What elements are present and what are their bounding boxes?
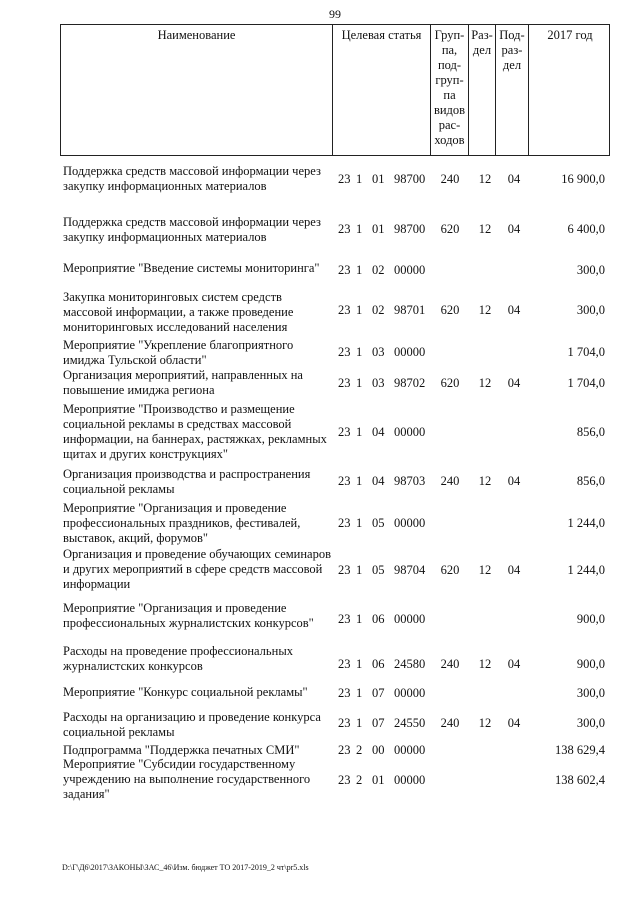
row-section: 12 [478, 657, 492, 671]
code-part-c2: 1 [356, 716, 363, 730]
header-subsection: Под- раз- дел [496, 25, 529, 155]
code-part-c3: 02 [372, 303, 385, 317]
code-part-c3: 07 [372, 716, 385, 730]
code-part-c4: 24550 [394, 716, 426, 730]
code-part-c1: 23 [338, 716, 351, 730]
code-part-c2: 1 [356, 263, 363, 277]
code-part-c3: 06 [372, 657, 385, 671]
code-part-c3: 04 [372, 425, 385, 439]
code-part-c2: 2 [356, 773, 363, 787]
code-part-c1: 23 [338, 773, 351, 787]
row-section: 12 [478, 716, 492, 730]
row-section: 12 [478, 376, 492, 390]
row-group: 620 [440, 376, 460, 390]
code-part-c3: 03 [372, 376, 385, 390]
code-part-c1: 23 [338, 657, 351, 671]
row-subsection: 04 [507, 222, 521, 236]
row-amount: 300,0 [576, 263, 605, 277]
row-amount: 6 400,0 [567, 222, 605, 236]
table-header [60, 24, 610, 156]
row-amount: 1 704,0 [567, 376, 605, 390]
code-part-c4: 98703 [394, 474, 426, 488]
row-amount: 300,0 [576, 686, 605, 700]
code-part-c2: 1 [356, 303, 363, 317]
row-name: Организация производства и распространения социальной рекламы [63, 467, 311, 496]
row-name: Мероприятие "Производство и размещение социальной рекламы в средствах массовой информации, на баннерах, растяжках, рекламных щитах и других конструкциях" [63, 402, 327, 461]
code-part-c1: 23 [338, 303, 351, 317]
code-part-c4: 00000 [394, 263, 426, 277]
row-group: 620 [440, 222, 460, 236]
code-part-c2: 1 [356, 563, 363, 577]
code-part-c4: 00000 [394, 773, 426, 787]
header-target: Целевая статья [333, 25, 431, 155]
code-part-c2: 1 [356, 345, 363, 359]
code-part-c4: 98702 [394, 376, 426, 390]
code-part-c2: 1 [356, 516, 363, 530]
code-part-c1: 23 [338, 474, 351, 488]
row-group: 620 [440, 563, 460, 577]
code-part-c4: 24580 [394, 657, 426, 671]
code-part-c4: 98700 [394, 222, 426, 236]
row-amount: 900,0 [576, 657, 605, 671]
code-part-c3: 00 [372, 743, 385, 757]
row-name: Расходы на организацию и проведение конкурса социальной рекламы [63, 710, 321, 739]
code-part-c1: 23 [338, 563, 351, 577]
row-subsection: 04 [507, 563, 521, 577]
code-part-c3: 06 [372, 612, 385, 626]
code-part-c1: 23 [338, 516, 351, 530]
code-part-c3: 02 [372, 263, 385, 277]
row-amount: 138 629,4 [555, 743, 605, 757]
code-part-c2: 1 [356, 425, 363, 439]
row-amount: 1 704,0 [567, 345, 605, 359]
header-section: Раз- дел [469, 25, 496, 155]
row-subsection: 04 [507, 376, 521, 390]
row-section: 12 [478, 303, 492, 317]
row-section: 12 [478, 563, 492, 577]
row-name: Закупка мониторинговых систем средств массовой информации, а также проведение мониторинговых исследований населения [63, 290, 294, 334]
code-part-c4: 00000 [394, 425, 426, 439]
code-part-c4: 98704 [394, 563, 426, 577]
row-group: 240 [440, 716, 460, 730]
code-part-c4: 98700 [394, 172, 426, 186]
code-part-c4: 00000 [394, 686, 426, 700]
code-part-c1: 23 [338, 612, 351, 626]
code-part-c2: 1 [356, 172, 363, 186]
code-part-c3: 07 [372, 686, 385, 700]
code-part-c2: 1 [356, 686, 363, 700]
code-part-c1: 23 [338, 743, 351, 757]
row-name: Организация мероприятий, направленных на повышение имиджа региона [63, 368, 303, 397]
row-subsection: 04 [507, 657, 521, 671]
row-name: Мероприятие "Укрепление благоприятного имиджа Тульской области" [63, 338, 294, 367]
row-amount: 300,0 [576, 716, 605, 730]
row-subsection: 04 [507, 474, 521, 488]
row-name: Мероприятие "Введение системы мониторинга" [63, 261, 320, 275]
row-amount: 16 900,0 [561, 172, 605, 186]
row-section: 12 [478, 222, 492, 236]
code-part-c4: 00000 [394, 612, 426, 626]
code-part-c4: 98701 [394, 303, 426, 317]
row-group: 240 [440, 657, 460, 671]
row-name: Поддержка средств массовой информации через закупку информационных материалов [63, 164, 321, 193]
row-group: 620 [440, 303, 460, 317]
code-part-c3: 05 [372, 516, 385, 530]
code-part-c1: 23 [338, 376, 351, 390]
row-name: Поддержка средств массовой информации через закупку информационных материалов [63, 215, 321, 244]
row-group: 240 [440, 474, 460, 488]
row-amount: 900,0 [576, 612, 605, 626]
code-part-c3: 01 [372, 172, 385, 186]
code-part-c1: 23 [338, 222, 351, 236]
row-name: Расходы на проведение профессиональных журналистских конкурсов [63, 644, 293, 673]
row-name: Мероприятие "Субсидии государственному учреждению на выполнение государственного задания" [63, 757, 311, 801]
code-part-c2: 1 [356, 612, 363, 626]
code-part-c3: 05 [372, 563, 385, 577]
code-part-c2: 1 [356, 474, 363, 488]
code-part-c1: 23 [338, 345, 351, 359]
header-group: Груп- па, под- груп- па видов рас- ходов [431, 25, 469, 155]
row-section: 12 [478, 172, 492, 186]
row-name: Подпрограмма "Поддержка печатных СМИ" [63, 743, 300, 757]
file-path-footer: D:\Г\Д6\2017\ЗАКОНЫ\ЗАС_46\Изм. бюджет ТО 2017-2019_2 чт\pr5.xls [62, 863, 309, 872]
row-amount: 856,0 [576, 425, 605, 439]
row-name: Мероприятие "Организация и проведение профессиональных журналистских конкурсов" [63, 601, 314, 630]
row-amount: 138 602,4 [555, 773, 605, 787]
row-subsection: 04 [507, 716, 521, 730]
row-subsection: 04 [507, 303, 521, 317]
row-name: Мероприятие "Конкурс социальной рекламы" [63, 685, 308, 699]
code-part-c4: 00000 [394, 345, 426, 359]
row-name: Мероприятие "Организация и проведение профессиональных праздников, фестивалей, выставок, акций, форумов" [63, 501, 301, 545]
code-part-c2: 2 [356, 743, 363, 757]
code-part-c4: 00000 [394, 516, 426, 530]
row-amount: 300,0 [576, 303, 605, 317]
code-part-c3: 01 [372, 773, 385, 787]
header-name: Наименование [61, 25, 333, 155]
code-part-c3: 04 [372, 474, 385, 488]
row-section: 12 [478, 474, 492, 488]
row-subsection: 04 [507, 172, 521, 186]
code-part-c2: 1 [356, 657, 363, 671]
row-amount: 1 244,0 [567, 563, 605, 577]
code-part-c1: 23 [338, 263, 351, 277]
row-amount: 856,0 [576, 474, 605, 488]
code-part-c3: 03 [372, 345, 385, 359]
code-part-c1: 23 [338, 686, 351, 700]
row-group: 240 [440, 172, 460, 186]
code-part-c4: 00000 [394, 743, 426, 757]
row-amount: 1 244,0 [567, 516, 605, 530]
header-year: 2017 год [547, 28, 593, 42]
row-name: Организация и проведение обучающих семинаров и других мероприятий в сфере средств массовой информации [63, 547, 331, 591]
code-part-c1: 23 [338, 172, 351, 186]
code-part-c1: 23 [338, 425, 351, 439]
page-number: 99 [329, 7, 341, 21]
code-part-c3: 01 [372, 222, 385, 236]
code-part-c2: 1 [356, 376, 363, 390]
code-part-c2: 1 [356, 222, 363, 236]
